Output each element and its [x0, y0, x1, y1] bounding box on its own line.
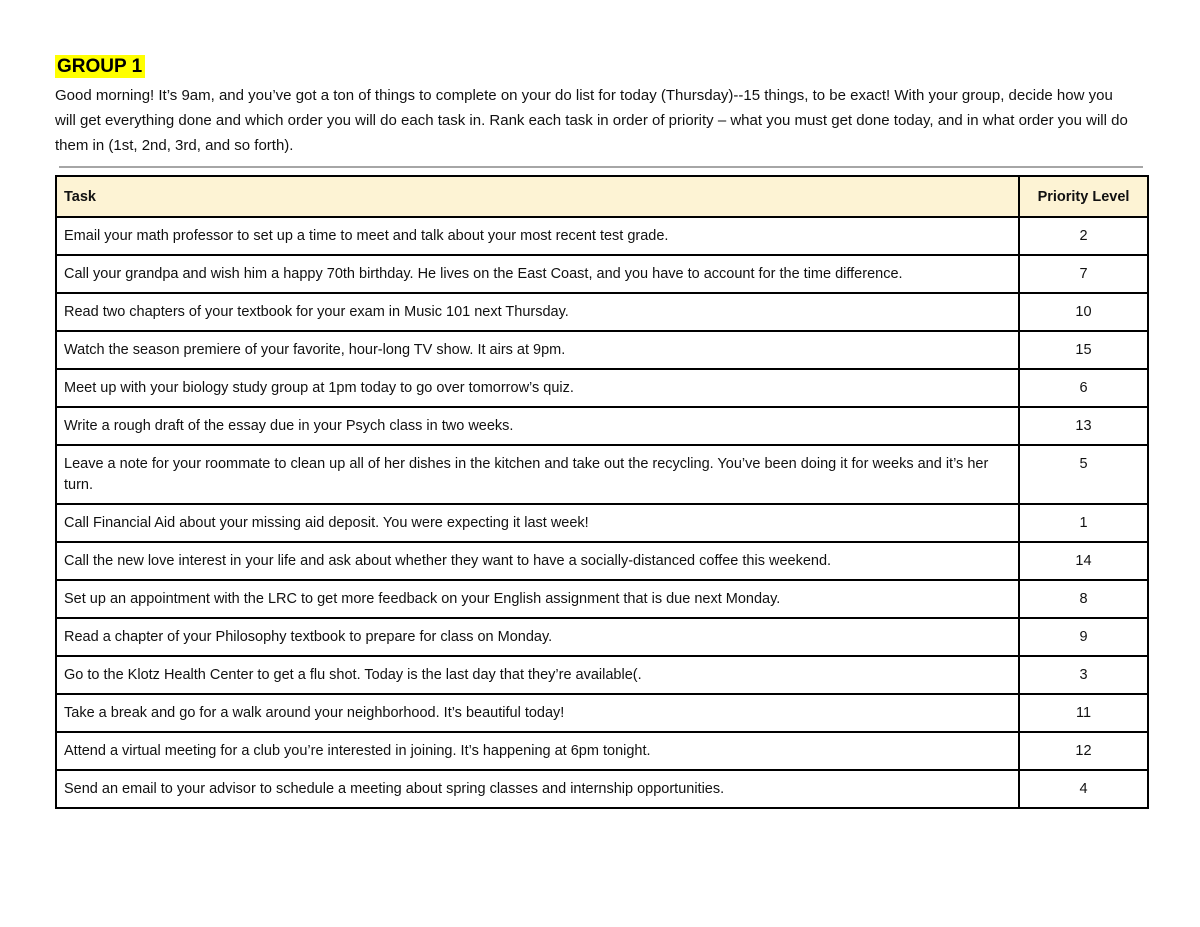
horizontal-rule: [59, 166, 1143, 168]
intro-paragraph: Good morning! It’s 9am, and you’ve got a ton of things to complete on your do list for today (Thursday)--15 things, to be exact! With your group, decide how you will get everything done and which order you will do each task in. Rank each task in order of priority – what you must get done today, and in what order you will do them in (1st, 2nd, 3rd, and so forth).: [55, 87, 1128, 154]
table-row: [56, 293, 1148, 331]
priority-cell: 15: [1019, 331, 1148, 369]
task-cell: Email your math professor to set up a time to meet and talk about your most recent test grade.: [56, 217, 1019, 255]
priority-cell: 14: [1019, 542, 1148, 580]
priority-cell: 13: [1019, 407, 1148, 445]
table-row: [56, 542, 1148, 580]
table-row: [56, 656, 1148, 694]
priority-cell: 9: [1019, 618, 1148, 656]
table-row: [56, 369, 1148, 407]
task-column-header: Task: [56, 176, 1019, 217]
table-header-row: [56, 176, 1148, 217]
task-cell: Write a rough draft of the essay due in your Psych class in two weeks.: [56, 407, 1019, 445]
priority-column-header: Priority Level: [1019, 176, 1148, 217]
table-row: [56, 331, 1148, 369]
priority-cell: 5: [1019, 445, 1148, 504]
priority-cell: 6: [1019, 369, 1148, 407]
priority-cell: 4: [1019, 770, 1148, 808]
priority-cell: 12: [1019, 732, 1148, 770]
table-row: [56, 445, 1148, 504]
task-cell: Read two chapters of your textbook for your exam in Music 101 next Thursday.: [56, 293, 1019, 331]
table-row: [56, 732, 1148, 770]
priority-cell: 10: [1019, 293, 1148, 331]
priority-cell: 7: [1019, 255, 1148, 293]
document-page: [55, 55, 1147, 809]
task-cell: Call your grandpa and wish him a happy 70th birthday. He lives on the East Coast, and you have to account for the time difference.: [56, 255, 1019, 293]
task-cell: Send an email to your advisor to schedule a meeting about spring classes and internship opportunities.: [56, 770, 1019, 808]
task-cell: Set up an appointment with the LRC to get more feedback on your English assignment that is due next Monday.: [56, 580, 1019, 618]
task-table: [55, 175, 1149, 809]
priority-cell: 11: [1019, 694, 1148, 732]
task-cell: Go to the Klotz Health Center to get a flu shot. Today is the last day that they’re available(.: [56, 656, 1019, 694]
priority-cell: 1: [1019, 504, 1148, 542]
table-row: [56, 770, 1148, 808]
priority-cell: 2: [1019, 217, 1148, 255]
group-heading: GROUP 1: [55, 55, 145, 78]
task-cell: Leave a note for your roommate to clean up all of her dishes in the kitchen and take out the recycling. You’ve been doing it for weeks and it’s her turn.: [56, 445, 1019, 504]
task-cell: Attend a virtual meeting for a club you’re interested in joining. It’s happening at 6pm tonight.: [56, 732, 1019, 770]
task-cell: Read a chapter of your Philosophy textbook to prepare for class on Monday.: [56, 618, 1019, 656]
task-cell: Take a break and go for a walk around your neighborhood. It’s beautiful today!: [56, 694, 1019, 732]
table-row: [56, 618, 1148, 656]
table-row: [56, 504, 1148, 542]
task-cell: Call the new love interest in your life and ask about whether they want to have a socially-distanced coffee this weekend.: [56, 542, 1019, 580]
table-row: [56, 580, 1148, 618]
priority-cell: 8: [1019, 580, 1148, 618]
task-cell: Meet up with your biology study group at 1pm today to go over tomorrow’s quiz.: [56, 369, 1019, 407]
priority-cell: 3: [1019, 656, 1148, 694]
table-row: [56, 694, 1148, 732]
table-row: [56, 255, 1148, 293]
task-cell: Watch the season premiere of your favorite, hour-long TV show. It airs at 9pm.: [56, 331, 1019, 369]
table-row: [56, 407, 1148, 445]
task-cell: Call Financial Aid about your missing aid deposit. You were expecting it last week!: [56, 504, 1019, 542]
table-row: [56, 217, 1148, 255]
